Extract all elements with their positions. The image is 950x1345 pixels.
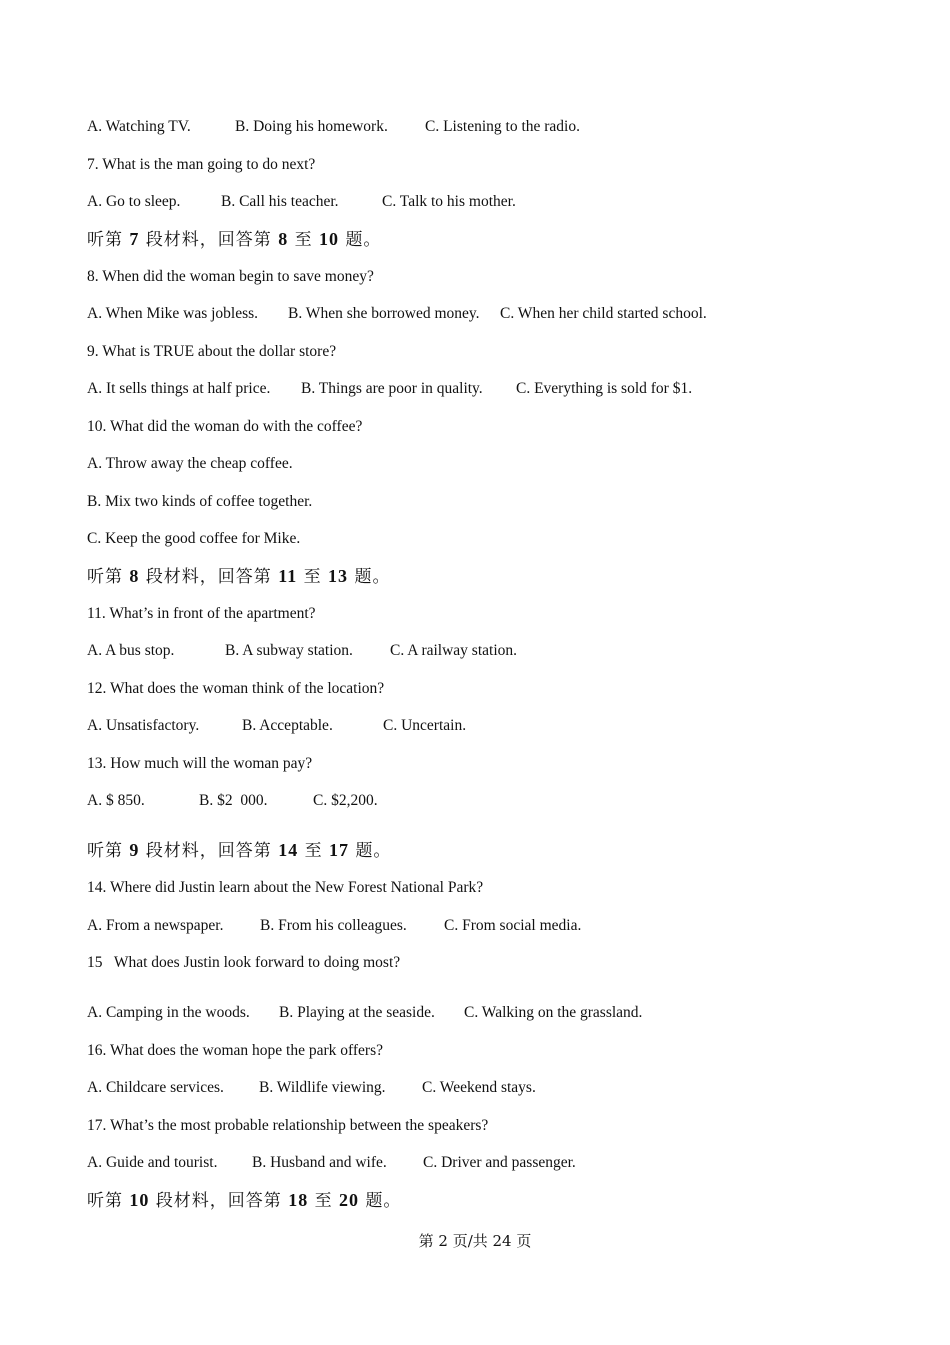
q14-option-a: A. From a newspaper. — [87, 917, 224, 934]
page-footer: 第 2 页/共 24 页 — [418, 1232, 532, 1250]
q14-option-c: C. From social media. — [444, 917, 582, 934]
q14-question: 14. Where did Justin learn about the New Forest National Park? — [87, 879, 484, 896]
q11-question: 11. What’s in front of the apartment? — [87, 605, 316, 622]
q15-option-b: B. Playing at the seaside. — [279, 1004, 435, 1021]
q7-option-a: A. Go to sleep. — [87, 193, 181, 210]
q13-question: 13. How much will the woman pay? — [87, 755, 313, 772]
q10-option-b: B. Mix two kinds of coffee together. — [87, 493, 313, 510]
q17-option-a: A. Guide and tourist. — [87, 1154, 218, 1171]
q11-option-a: A. A bus stop. — [87, 642, 175, 659]
q10-option-a: A. Throw away the cheap coffee. — [87, 455, 293, 472]
q7-option-b: B. Call his teacher. — [221, 193, 339, 210]
q11-option-c: C. A railway station. — [390, 642, 518, 659]
q7-question: 7. What is the man going to do next? — [87, 156, 316, 173]
q8-option-b: B. When she borrowed money. — [288, 305, 480, 322]
q8-question: 8. When did the woman begin to save money? — [87, 268, 374, 285]
q6-option-b: B. Doing his homework. — [235, 118, 388, 135]
q13-option-a: A. $ 850. — [87, 792, 145, 809]
section-10-heading: 听第 10 段材料，回答第 18 至 20 题。 — [87, 1190, 402, 1211]
q17-option-c: C. Driver and passenger. — [423, 1154, 576, 1171]
q13-option-b: B. $2 000. — [199, 792, 268, 809]
q10-question: 10. What did the woman do with the coffee? — [87, 418, 363, 435]
q15-question: 15 What does Justin look forward to doing most? — [87, 954, 401, 971]
q8-option-a: A. When Mike was jobless. — [87, 305, 259, 322]
q9-option-c: C. Everything is sold for $1. — [516, 380, 693, 397]
q11-option-b: B. A subway station. — [225, 642, 353, 659]
q9-question: 9. What is TRUE about the dollar store? — [87, 343, 337, 360]
section-8-heading: 听第 8 段材料，回答第 11 至 13 题。 — [87, 566, 391, 587]
q7-option-c: C. Talk to his mother. — [382, 193, 516, 210]
section-9-heading: 听第 9 段材料，回答第 14 至 17 题。 — [87, 840, 392, 861]
q16-question: 16. What does the woman hope the park offers? — [87, 1042, 383, 1059]
q16-option-a: A. Childcare services. — [87, 1079, 224, 1096]
q16-option-c: C. Weekend stays. — [422, 1079, 536, 1096]
q9-option-a: A. It sells things at half price. — [87, 380, 271, 397]
q17-option-b: B. Husband and wife. — [252, 1154, 387, 1171]
q8-option-c: C. When her child started school. — [500, 305, 707, 322]
q17-question: 17. What’s the most probable relationship between the speakers? — [87, 1117, 489, 1134]
q15-option-c: C. Walking on the grassland. — [464, 1004, 643, 1021]
q13-option-c: C. $2,200. — [313, 792, 378, 809]
q10-option-c: C. Keep the good coffee for Mike. — [87, 530, 301, 547]
q16-option-b: B. Wildlife viewing. — [259, 1079, 386, 1096]
q12-option-c: C. Uncertain. — [383, 717, 467, 734]
q6-option-c: C. Listening to the radio. — [425, 118, 580, 135]
q14-option-b: B. From his colleagues. — [260, 917, 407, 934]
q12-question: 12. What does the woman think of the location? — [87, 680, 385, 697]
q12-option-b: B. Acceptable. — [242, 717, 333, 734]
q12-option-a: A. Unsatisfactory. — [87, 717, 200, 734]
q15-option-a: A. Camping in the woods. — [87, 1004, 250, 1021]
section-7-heading: 听第 7 段材料，回答第 8 至 10 题。 — [87, 229, 382, 250]
q9-option-b: B. Things are poor in quality. — [301, 380, 483, 397]
q6-option-a: A. Watching TV. — [87, 118, 191, 135]
